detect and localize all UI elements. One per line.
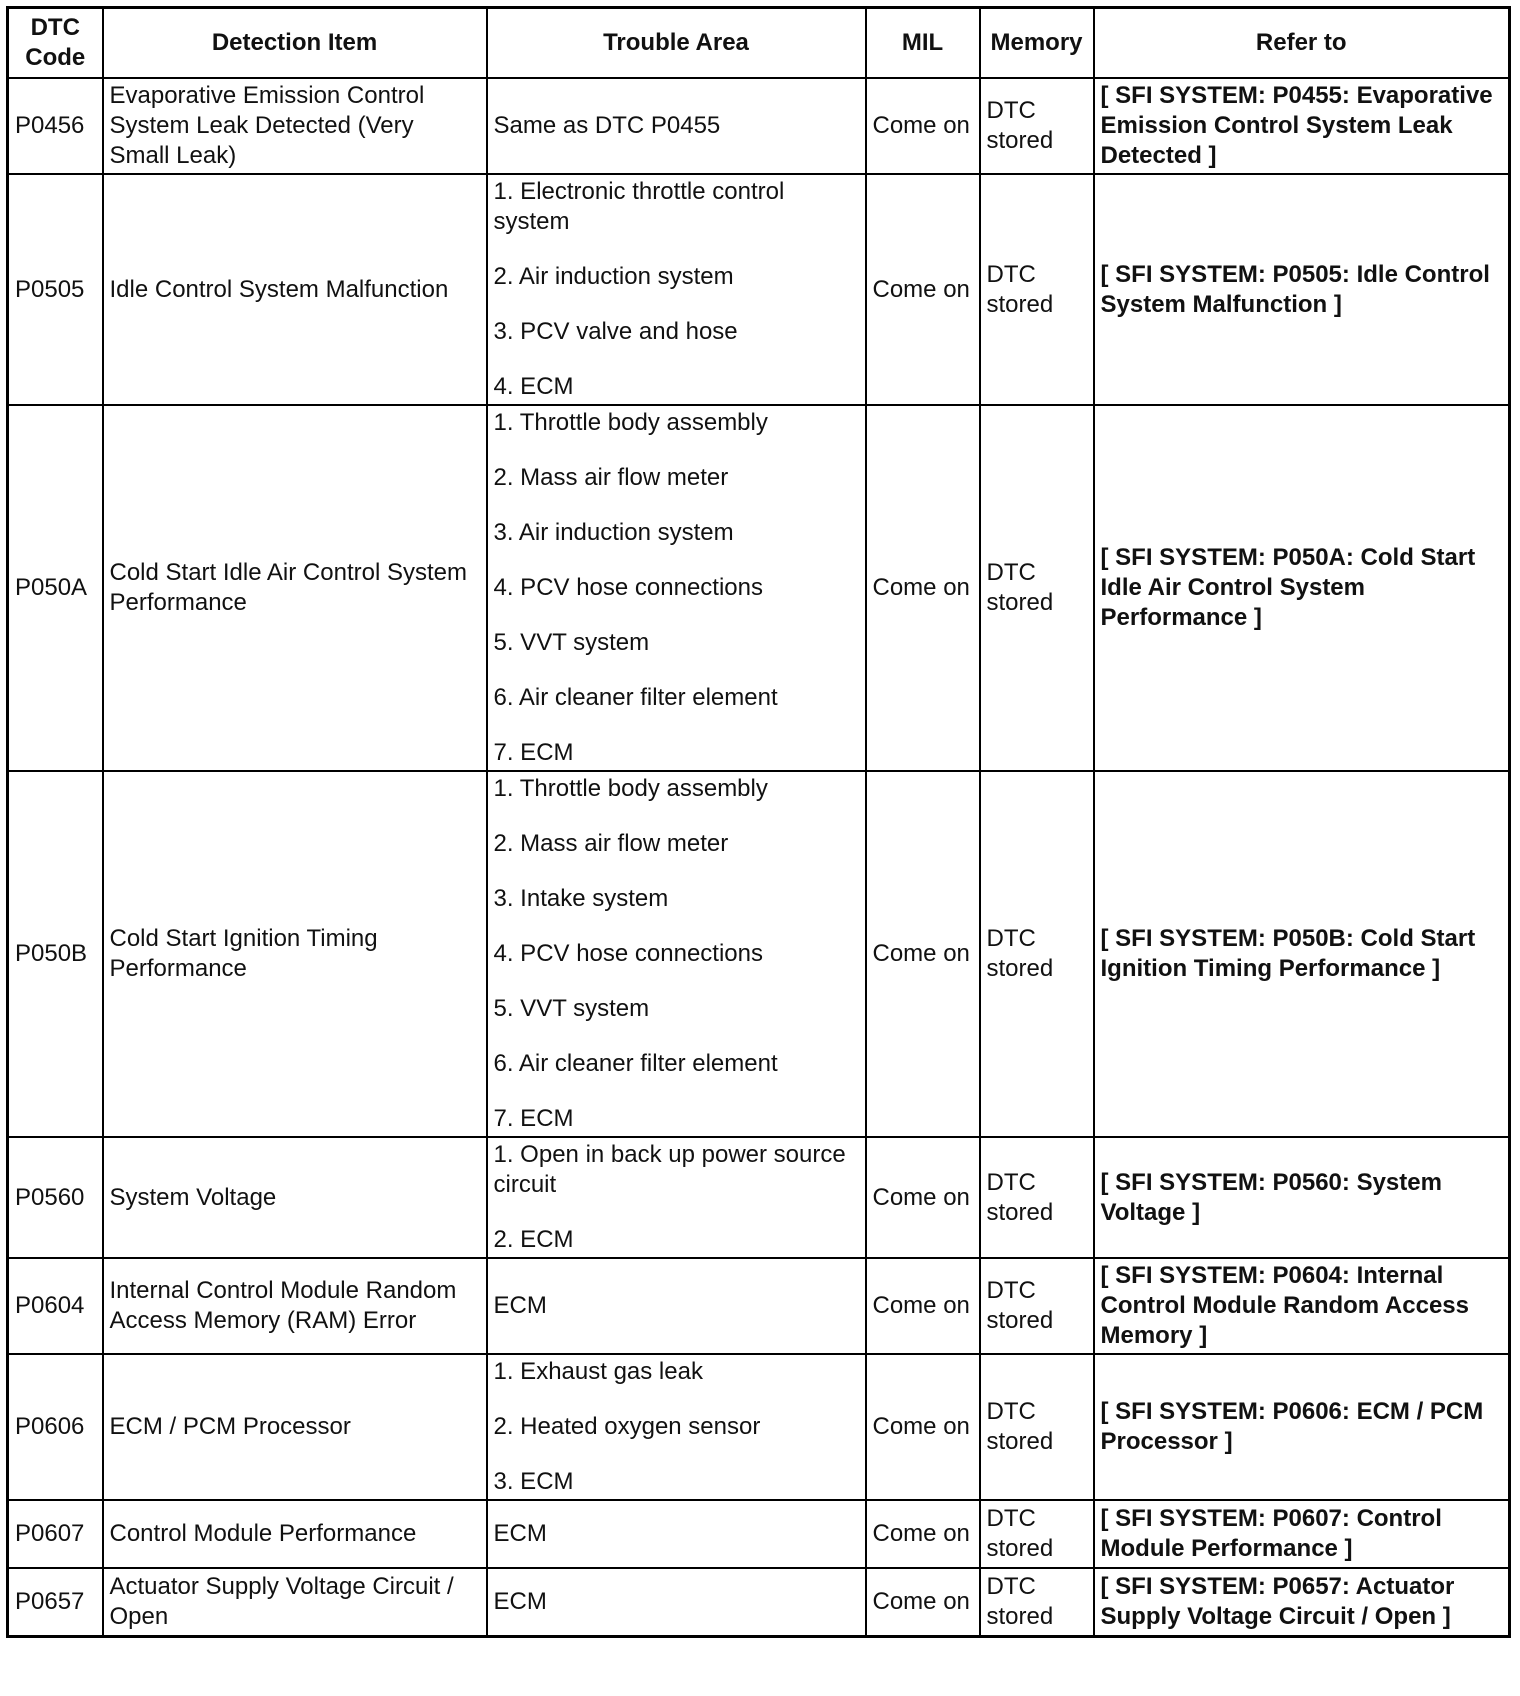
header-memory: Memory [980, 8, 1094, 79]
trouble-area-item: 2. Mass air flow meter [493, 464, 729, 491]
mil-cell: Come on [866, 174, 980, 405]
memory-cell: DTC stored [980, 1354, 1094, 1500]
trouble-area-item: 1. Throttle body assembly [493, 409, 768, 436]
memory-cell: DTC stored [980, 1500, 1094, 1568]
table-row [8, 174, 1510, 405]
trouble-area-cell [487, 1500, 866, 1568]
detection-item-cell: Control Module Performance [103, 1500, 487, 1568]
dtc-code-cell: P0657 [8, 1568, 103, 1636]
memory-cell: DTC stored [980, 174, 1094, 405]
trouble-area-item: ECM [493, 1292, 547, 1319]
mil-cell: Come on [866, 1568, 980, 1636]
trouble-area-cell [487, 1354, 866, 1500]
trouble-area-item: 6. Air cleaner filter element [493, 1050, 778, 1077]
trouble-area-item: 3. Air induction system [493, 519, 734, 546]
dtc-code-cell: P0606 [8, 1354, 103, 1500]
trouble-area-list [494, 1587, 859, 1617]
detection-item-cell: Cold Start Idle Air Control System Performance [103, 405, 487, 771]
mil-cell: Come on [866, 1354, 980, 1500]
refer-to-cell: [ SFI SYSTEM: P0455: Evaporative Emission Control System Leak Detected ] [1094, 78, 1510, 174]
refer-to-cell: [ SFI SYSTEM: P0560: System Voltage ] [1094, 1137, 1510, 1258]
dtc-code-cell: P050A [8, 405, 103, 771]
dtc-code-cell: P0607 [8, 1500, 103, 1568]
mil-cell: Come on [866, 1500, 980, 1568]
trouble-area-item: 2. Air induction system [493, 263, 734, 290]
header-detection-item: Detection Item [103, 8, 487, 79]
trouble-area-item: 7. ECM [493, 739, 574, 766]
dtc-code-cell: P0456 [8, 78, 103, 174]
table-row [8, 78, 1510, 174]
trouble-area-cell [487, 1568, 866, 1636]
memory-cell: DTC stored [980, 78, 1094, 174]
mil-cell: Come on [866, 1258, 980, 1354]
memory-cell: DTC stored [980, 1258, 1094, 1354]
trouble-area-item: 6. Air cleaner filter element [493, 684, 778, 711]
detection-item-cell: ECM / PCM Processor [103, 1354, 487, 1500]
trouble-area-item: 2. Heated oxygen sensor [493, 1413, 761, 1440]
dtc-table [6, 6, 1511, 1638]
table-body [8, 78, 1510, 1636]
trouble-area-item: 7. ECM [493, 1105, 574, 1132]
header-mil: MIL [866, 8, 980, 79]
trouble-area-item: 5. VVT system [493, 629, 650, 656]
trouble-area-cell [487, 78, 866, 174]
table-row [8, 1137, 1510, 1258]
mil-cell: Come on [866, 1137, 980, 1258]
trouble-area-item: ECM [493, 1520, 547, 1547]
trouble-area-item: 3. PCV valve and hose [493, 318, 738, 345]
trouble-area-list [494, 177, 859, 402]
trouble-area-list [494, 1519, 859, 1549]
refer-to-cell: [ SFI SYSTEM: P050A: Cold Start Idle Air Control System Performance ] [1094, 405, 1510, 771]
trouble-area-cell [487, 1137, 866, 1258]
table-row [8, 1500, 1510, 1568]
trouble-area-item: 4. ECM [493, 373, 574, 400]
trouble-area-item: 4. PCV hose connections [493, 940, 763, 967]
trouble-area-list [494, 111, 859, 141]
detection-item-cell: Idle Control System Malfunction [103, 174, 487, 405]
dtc-code-cell: P0560 [8, 1137, 103, 1258]
refer-to-cell: [ SFI SYSTEM: P0505: Idle Control System Malfunction ] [1094, 174, 1510, 405]
trouble-area-item: ECM [493, 1587, 547, 1615]
trouble-area-cell [487, 174, 866, 405]
table-row [8, 405, 1510, 771]
trouble-area-item: 2. Mass air flow meter [493, 830, 729, 857]
header-trouble-area: Trouble Area [487, 8, 866, 79]
trouble-area-item: Same as DTC P0455 [493, 112, 721, 139]
refer-to-cell: [ SFI SYSTEM: P0604: Internal Control Module Random Access Memory ] [1094, 1258, 1510, 1354]
memory-cell: DTC stored [980, 771, 1094, 1137]
header-refer-to: Refer to [1094, 8, 1510, 79]
trouble-area-item: 4. PCV hose connections [493, 574, 763, 601]
detection-item-cell: Evaporative Emission Control System Leak Detected (Very Small Leak) [103, 78, 487, 174]
trouble-area-cell [487, 405, 866, 771]
trouble-area-item: 1. Electronic throttle control system [493, 178, 785, 235]
trouble-area-cell [487, 771, 866, 1137]
mil-cell: Come on [866, 405, 980, 771]
memory-cell: DTC stored [980, 1137, 1094, 1258]
detection-item-cell: Actuator Supply Voltage Circuit / Open [103, 1568, 487, 1636]
table-row [8, 1258, 1510, 1354]
trouble-area-list [494, 1357, 859, 1497]
trouble-area-list [494, 774, 859, 1134]
trouble-area-list [494, 408, 859, 768]
dtc-code-cell: P0604 [8, 1258, 103, 1354]
refer-to-cell: [ SFI SYSTEM: P050B: Cold Start Ignition Timing Performance ] [1094, 771, 1510, 1137]
trouble-area-list [494, 1291, 859, 1321]
mil-cell: Come on [866, 771, 980, 1137]
trouble-area-item: 1. Exhaust gas leak [493, 1358, 703, 1385]
trouble-area-list [494, 1140, 859, 1255]
trouble-area-item: 3. Intake system [493, 885, 669, 912]
mil-cell: Come on [866, 78, 980, 174]
refer-to-cell: [ SFI SYSTEM: P0607: Control Module Performance ] [1094, 1500, 1510, 1568]
trouble-area-cell [487, 1258, 866, 1354]
trouble-area-item: 3. ECM [493, 1468, 574, 1495]
memory-cell: DTC stored [980, 1568, 1094, 1636]
detection-item-cell: System Voltage [103, 1137, 487, 1258]
memory-cell: DTC stored [980, 405, 1094, 771]
header-dtc-code: DTC Code [8, 8, 103, 79]
refer-to-cell: [ SFI SYSTEM: P0606: ECM / PCM Processor ] [1094, 1354, 1510, 1500]
table-row [8, 1568, 1510, 1636]
trouble-area-item: 1. Throttle body assembly [493, 775, 768, 802]
dtc-code-cell: P0505 [8, 174, 103, 405]
detection-item-cell: Internal Control Module Random Access Memory (RAM) Error [103, 1258, 487, 1354]
detection-item-cell: Cold Start Ignition Timing Performance [103, 771, 487, 1137]
trouble-area-item: 5. VVT system [493, 995, 650, 1022]
refer-to-cell: [ SFI SYSTEM: P0657: Actuator Supply Voltage Circuit / Open ] [1094, 1568, 1510, 1636]
table-row [8, 771, 1510, 1137]
dtc-code-cell: P050B [8, 771, 103, 1137]
table-row [8, 1354, 1510, 1500]
trouble-area-item: 2. ECM [493, 1226, 574, 1253]
trouble-area-item: 1. Open in back up power source circuit [493, 1141, 846, 1198]
table-header-row [8, 8, 1510, 79]
